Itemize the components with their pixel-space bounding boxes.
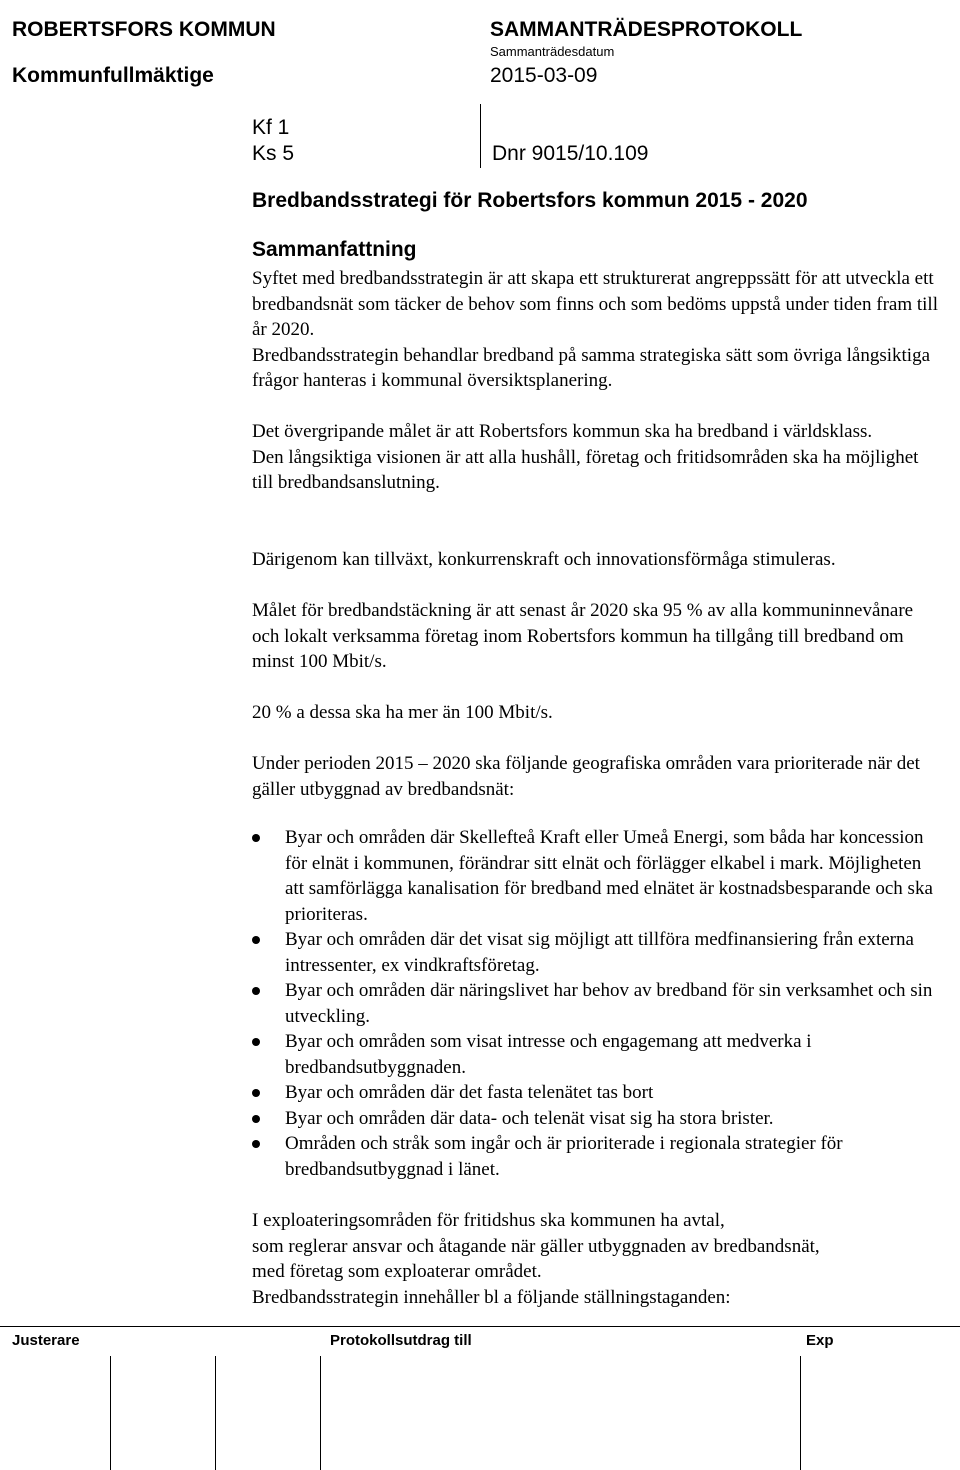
footer-top-rule [0, 1326, 960, 1327]
paragraph-exploitation-1: I exploateringsområden för fritidshus ska kommunen ha avtal, [252, 1210, 725, 1231]
list-item: Byar och områden där näringslivet har behov av bredband för sin verksamhet och sin utveckling. [252, 978, 942, 1029]
bullet-icon [252, 936, 260, 944]
document-type: SAMMANTRÄDESPROTOKOLL [490, 18, 803, 41]
list-item: Byar och områden där det fasta telenätet tas bort [252, 1080, 942, 1106]
paragraph-priorities: Under perioden 2015 – 2020 ska följande geografiska områden vara prioriterade när det gäller utbyggnad av bredbandsnät: [252, 753, 920, 800]
paragraph-positions: Bredbandsstrategin innehåller bl a följande ställningstaganden: [252, 1286, 731, 1308]
org-name: ROBERTSFORS KOMMUN [12, 18, 276, 41]
diary-number: Dnr 9015/10.109 [492, 142, 649, 165]
goal-block [252, 419, 942, 496]
signature-cell-divider [110, 1356, 111, 1470]
protocol-extract-label: Protokollsutdrag till [330, 1332, 472, 1349]
bullet-icon [252, 1140, 260, 1148]
bullet-icon [252, 834, 260, 842]
exp-label: Exp [806, 1332, 834, 1349]
paragraph-share: 20 % a dessa ska ha mer än 100 Mbit/s. [252, 702, 553, 723]
signature-cell-divider [800, 1356, 801, 1470]
exploitation-block [252, 1208, 942, 1310]
paragraph-vision: Den långsiktiga visionen är att alla hushåll, företag och fritidsområden ska ha möjlighet till bredbandsanslutning. [252, 446, 919, 493]
justerare-label: Justerare [12, 1332, 80, 1349]
summary-heading: Sammanfattning [252, 238, 417, 261]
list-item: Byar och områden där data- och telenät visat sig ha stora brister. [252, 1106, 942, 1132]
list-item: Byar och områden där Skellefteå Kraft eller Umeå Energi, som båda har koncession för elnät i kommunen, förändrar sitt elnät och förlägger elkabel i mark. Möjligheten att samförlägga kanalisation för bredband med elnätet är kostnadsbesparande och ska prioriteras. [252, 825, 942, 927]
paragraph-coverage-goal: Målet för bredbandstäckning är att senast år 2020 ska 95 % av alla kommuninnevånare och lokalt verksamma företag inom Robertsfors kommun ha tillgång till bredband om minst 100 Mbit/s. [252, 600, 914, 672]
bullet-icon [252, 1115, 260, 1123]
bullet-icon [252, 1089, 260, 1097]
priority-list [252, 825, 942, 1182]
bullet-icon [252, 1038, 260, 1046]
paragraph-purpose: Syftet med bredbandsstrategin är att skapa ett strukturerat angreppssätt för att utveckla ett bredbandsnät som täcker de behov som finns och som bedöms uppstå under tiden fram till år 2020. [252, 268, 938, 340]
date-label: Sammanträdesdatum [490, 44, 615, 59]
meeting-date: 2015-03-09 [490, 64, 598, 87]
paragraph-exploitation-3: med företag som exploaterar området. [252, 1261, 542, 1282]
ks-reference: Ks 5 [252, 142, 295, 165]
list-item: Byar och områden där det visat sig möjligt att tillföra medfinansiering från externa intressenter, ex vindkraftsföretag. [252, 927, 942, 978]
paragraph-growth: Därigenom kan tillväxt, konkurrenskraft och innovationsförmåga stimuleras. [252, 549, 836, 570]
signature-cell-divider [320, 1356, 321, 1470]
bullet-icon [252, 987, 260, 995]
margin-divider [480, 104, 481, 168]
list-item: Byar och områden som visat intresse och engagemang att medverka i bredbandsutbyggnaden. [252, 1029, 942, 1080]
summary-block [252, 266, 942, 394]
paragraph-goal: Det övergripande målet är att Robertsfors kommun ska ha bredband i världsklass. [252, 421, 873, 442]
paragraph-strategy: Bredbandsstrategin behandlar bredband på samma strategiska sätt som övriga långsiktiga frågor hanteras i kommunal översiktsplanering. [252, 344, 931, 391]
paragraph-exploitation-2: som reglerar ansvar och åtagande när gäller utbyggnaden av bredbandsnät, [252, 1235, 820, 1257]
committee-name: Kommunfullmäktige [12, 64, 214, 87]
kf-reference: Kf 1 [252, 116, 290, 139]
signature-cell-divider [215, 1356, 216, 1470]
signature-footer [0, 1322, 960, 1470]
document-title: Bredbandsstrategi för Robertsfors kommun 2015 - 2020 [252, 189, 808, 212]
list-item: Områden och stråk som ingår och är prioriterade i regionala strategier för bredbandsutbyggnad i länet. [252, 1131, 942, 1182]
